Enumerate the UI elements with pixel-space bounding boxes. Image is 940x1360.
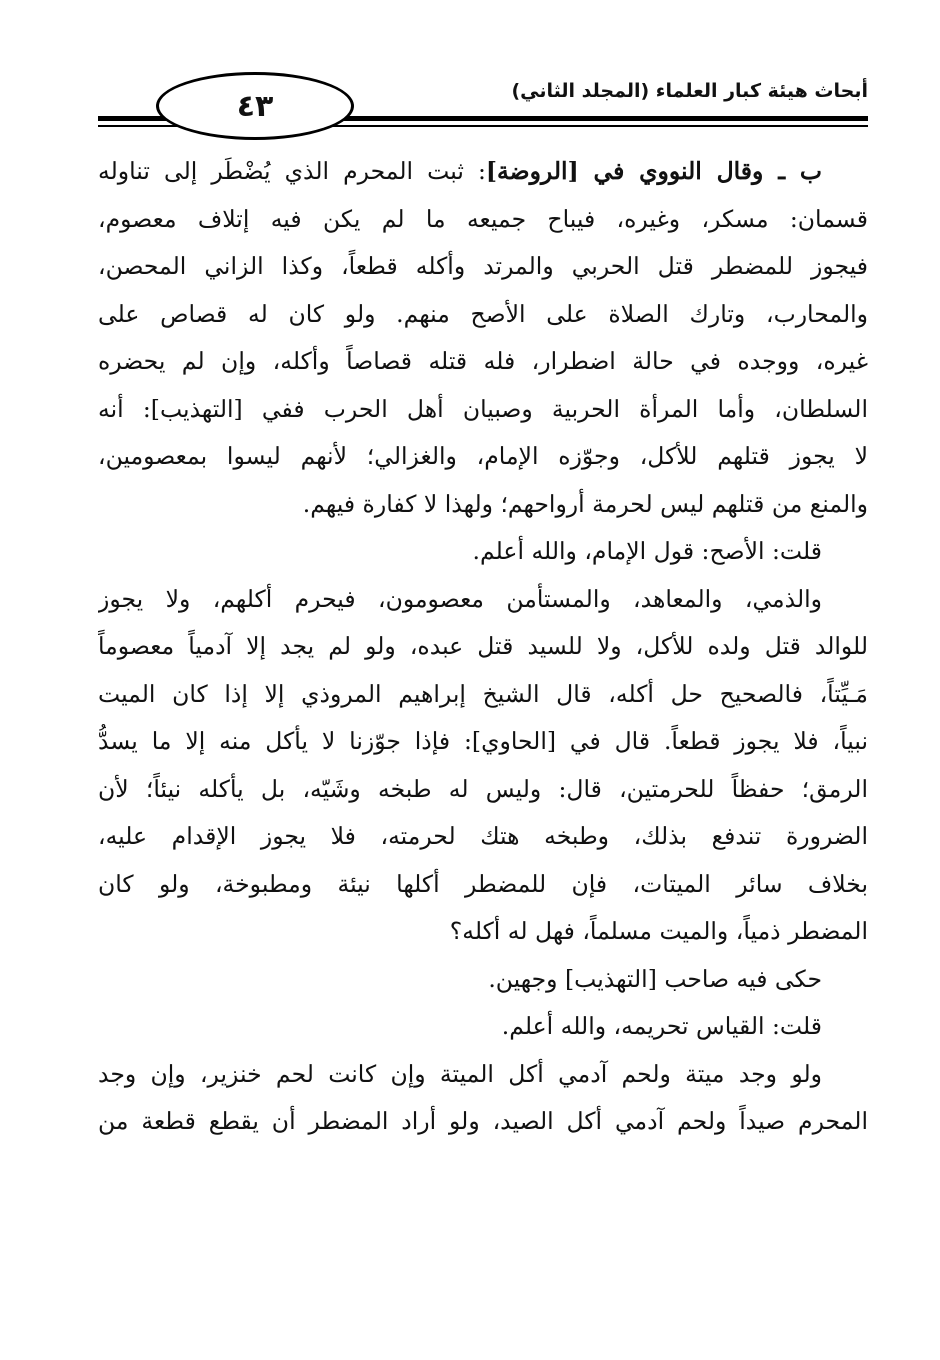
section-lead: ب ـ وقال النووي في [الروضة] — [485, 157, 822, 185]
text-line: حكى فيه صاحب [التهذيب] وجهين. — [488, 964, 822, 993]
text-line: والذمي، والمعاهد، والمستأمن معصومون، فيحرم أكلهم، ولا يجوز — [98, 584, 822, 613]
text-line: غيره، ووجده في حالة اضطرار، فله قتله قصاصاً وأكله، وإن لم يحضره — [98, 347, 868, 375]
text-line: نبياً، فلا يجوز قطعاً. قال في [الحاوي]: فإذا جوّزنا لا يأكل منه إلا ما يسدُّ — [98, 727, 868, 755]
text-line: الرمق؛ حفظاً للحرمتين، قال: وليس له طبخه وشَيّه، بل يأكله نيئاً؛ لأن — [98, 774, 868, 803]
text-line: المحرم صيداً ولحم آدمي أكل الصيد، ولو أراد المضطر أن يقطع قطعة من — [98, 1107, 868, 1135]
text-line: المضطر ذمياً، والميت مسلماً، فهل له أكله؟ — [449, 917, 868, 945]
text-line: مَـيِّتاً، فالصحيح حل أكله، قال الشيخ إبراهيم المروذي إلا إذا كان الميت — [98, 679, 868, 708]
text-line: قلت: القياس تحريمه، والله أعلم. — [501, 1012, 822, 1040]
text-line: الضرورة تندفع بذلك، وطبخه هتك لحرمته، فلا يجوز الإقدام عليه، — [98, 822, 868, 850]
text-line: للوالد قتل ولده للأكل، ولا للسيد قتل عبده، ولو لم يجد إلا آدمياً معصوماً — [98, 632, 868, 660]
text-line: فيجوز للمضطر قتل الحربي والمرتد وأكله قطعاً، وكذا الزاني المحصن، — [98, 252, 868, 280]
text-line: لا يجوز قتلهم للأكل، وجوّزه الإمام، والغزالي؛ لأنهم ليسوا بمعصومين، — [98, 442, 868, 470]
text-fragment: : ثبت المحرم الذي يُضْطَر إلى تناوله — [98, 157, 486, 185]
text-line — [98, 148, 868, 196]
page-number: ٤٣ — [236, 88, 274, 124]
page-header — [98, 62, 868, 132]
text-line: قسمان: مسكر، وغيره، فيباح جميعه ما لم يكن فيه إتلاف معصوم، — [98, 204, 868, 233]
running-title: أبحاث هيئة كبار العلماء (المجلد الثاني) — [511, 80, 868, 102]
text-line: والمحارب، وتارك الصلاة على الأصح منهم. ولو كان له قصاص على — [98, 299, 868, 328]
page-body — [98, 148, 868, 1146]
text-line: ولو وجد ميتة ولحم آدمي أكل الميتة وإن كانت لحم خنزير، وإن وجد — [98, 1059, 822, 1088]
text-line: والمنع من قتلهم ليس لحرمة أرواحهم؛ ولهذا لا كفارة فيهم. — [302, 489, 868, 518]
text-line: السلطان، وأما المرأة الحربية وصبيان أهل الحرب ففي [التهذيب]: أنه — [98, 394, 868, 423]
text-line: بخلاف سائر الميتات، فإن للمضطر أكلها نيئة ومطبوخة، ولو كان — [98, 869, 868, 898]
page-number-oval — [156, 72, 354, 140]
text-line: قلت: الأصح: قول الإمام، والله أعلم. — [472, 537, 822, 565]
